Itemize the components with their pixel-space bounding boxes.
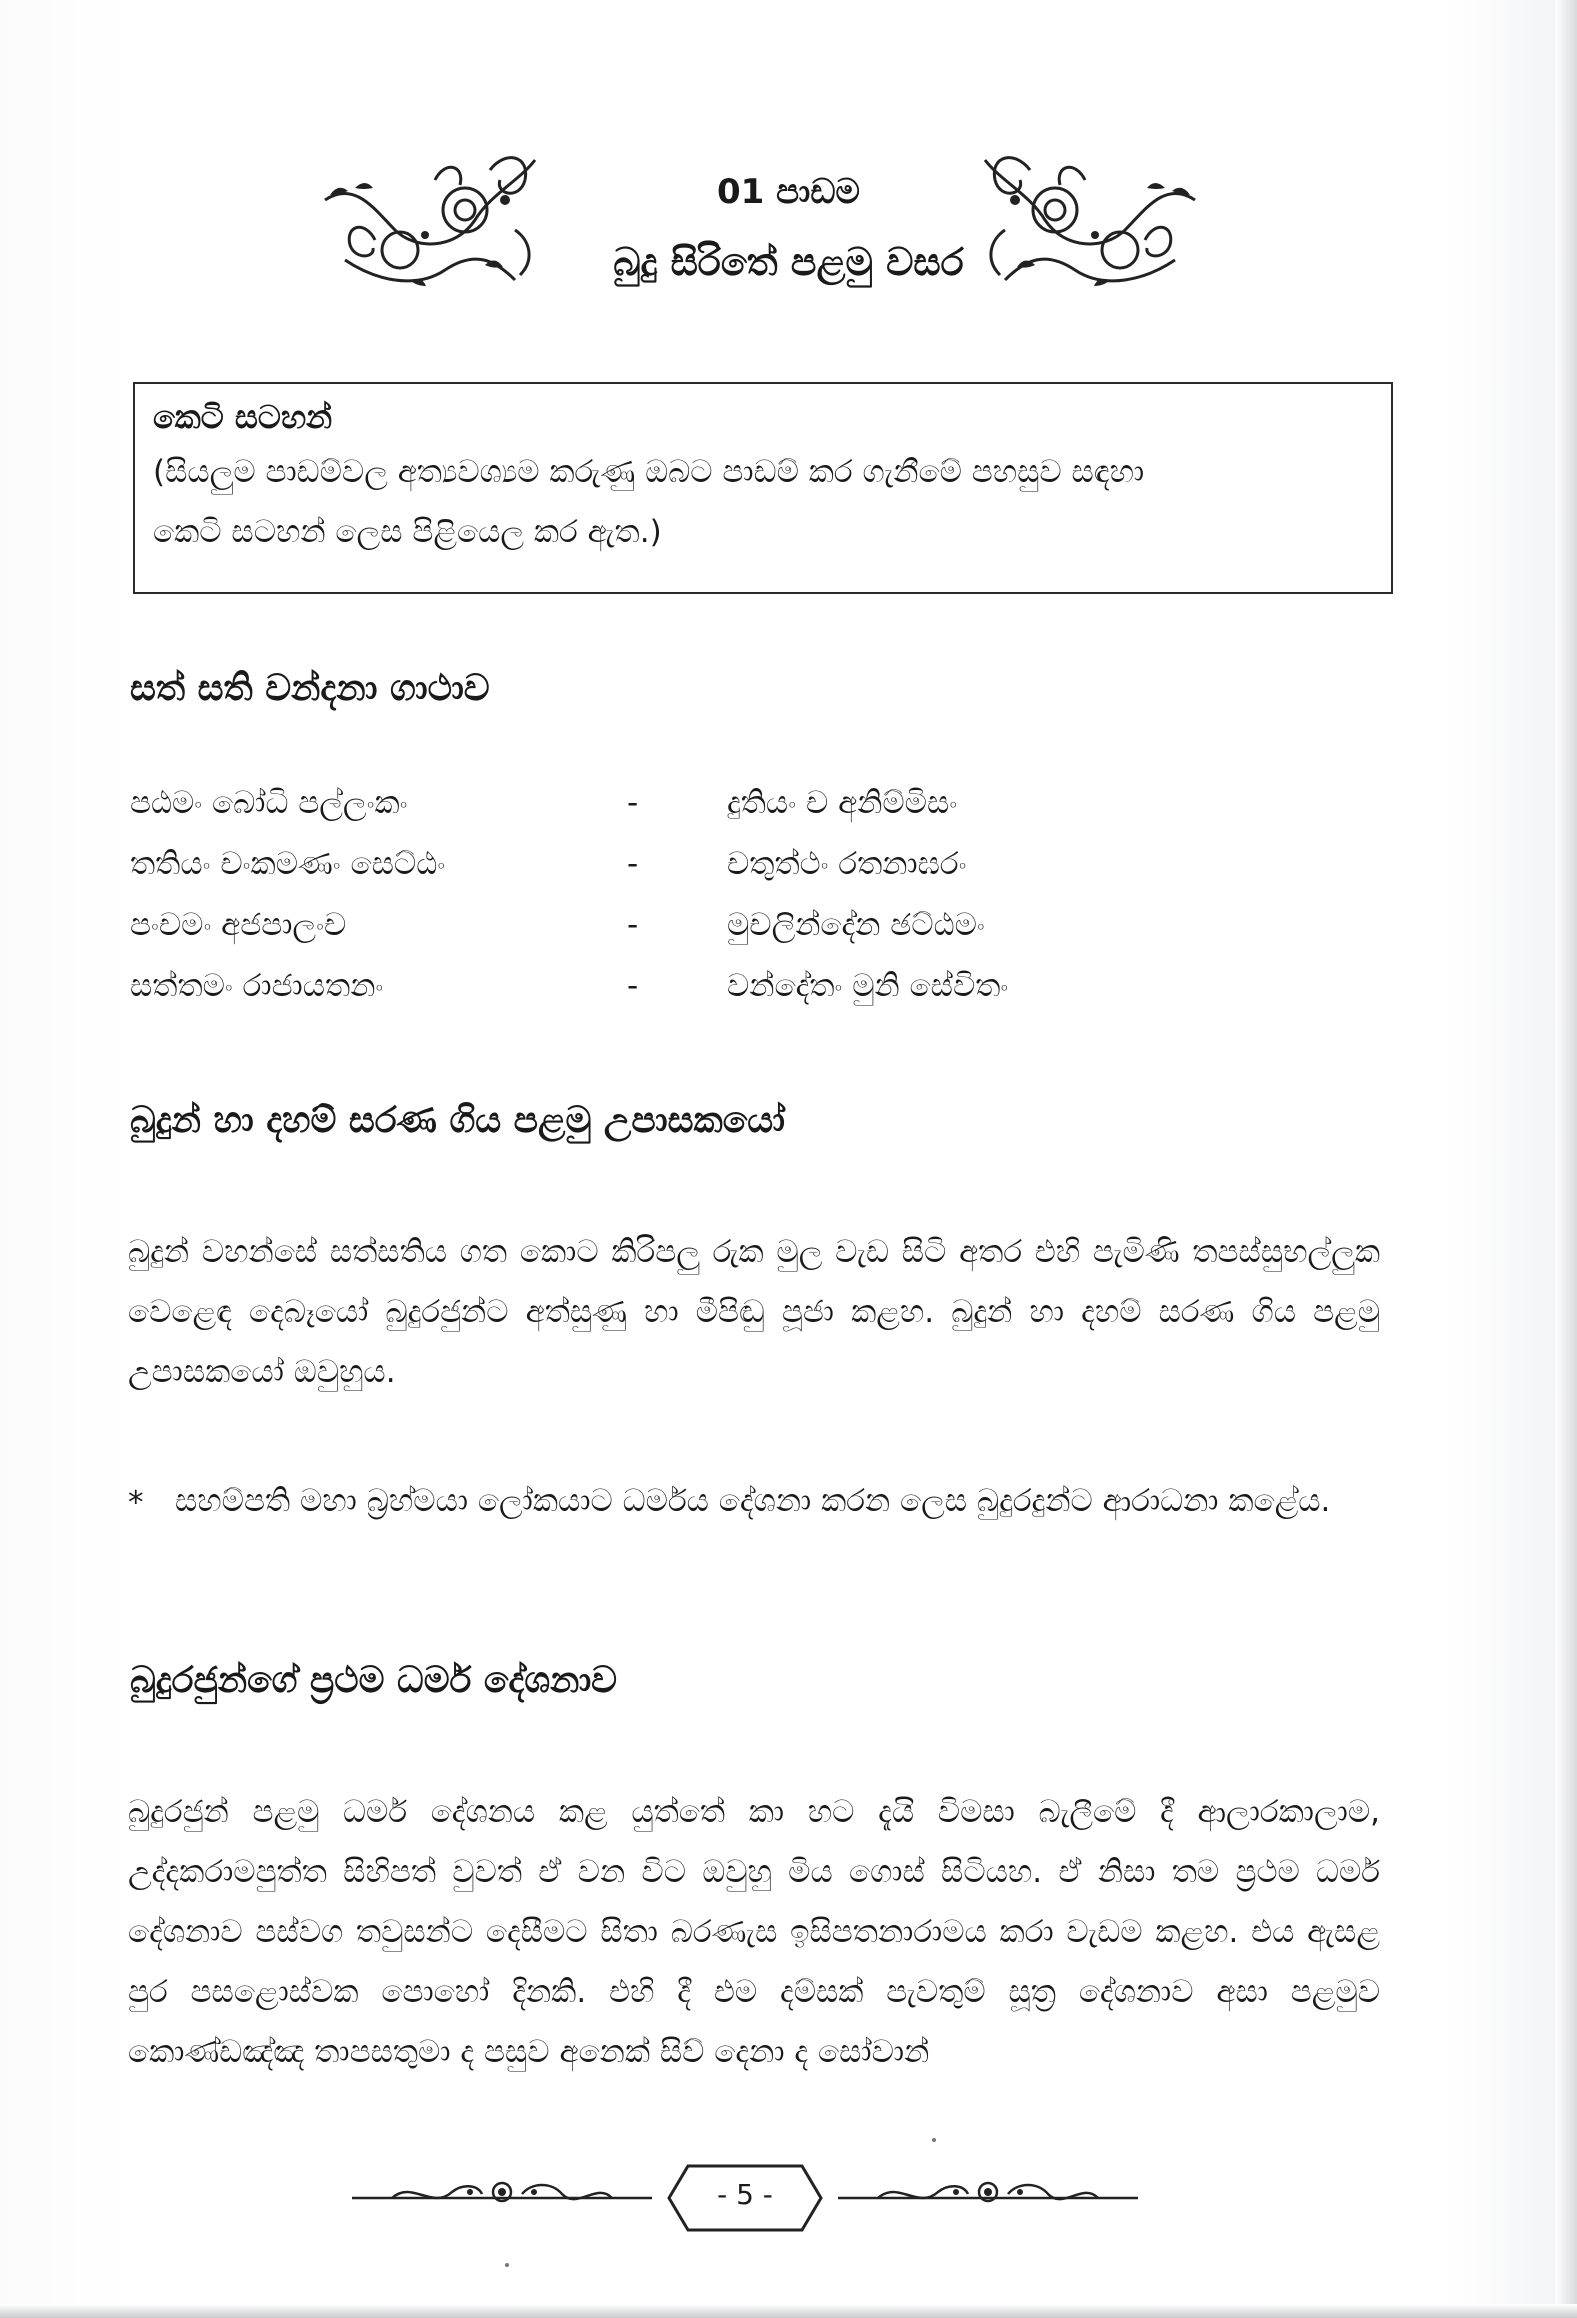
gatha-right: චතුත්ථං රතනාඝරං xyxy=(727,846,967,882)
gatha-left: සත්තමං රාජායතනං xyxy=(130,968,384,1004)
bullet-star-icon: * xyxy=(128,1485,144,1521)
gatha-separator: - xyxy=(627,968,639,1004)
gatha-row xyxy=(130,785,1430,846)
gatha-separator: - xyxy=(627,785,639,821)
paragraph-first-lay-disciples: බුදුන් වහන්සේ සත්සතිය ගත කොට කිරිපලු රුක මුල වැඩ සිටි අතර එහි පැමිණි තපස්සුභල්ලුක වෙළෙඳ දෙබෑයෝ බුදුරජුන්ට අත්සුණු හා මීපිඬු පූජා කළහ. බුදුන් හා දහම් සරණ ගිය පළමු උපාසකයෝ ඔවුහුය. xyxy=(128,1234,1380,1390)
page-number: - 5 - xyxy=(717,2178,773,2211)
gatha-left: පඨමං බෝධි පල්ලංකං xyxy=(130,785,408,821)
gatha-separator: - xyxy=(627,846,639,882)
gatha-row xyxy=(130,846,1430,907)
note-line-2: කෙටි සටහන් ලෙස පිළියෙල කර ඇත.) xyxy=(153,514,662,550)
footer-ornament-left-icon xyxy=(352,2170,652,2220)
section-heading-gatha: සත් සති වන්දනා ගාථාව xyxy=(130,668,490,709)
gatha-left: තතියං චංකමණං සෙට්ඨං xyxy=(130,846,446,882)
gatha-left: පංචමං අජපාලංච xyxy=(130,907,347,943)
bullet-item xyxy=(128,1473,1380,1529)
gatha-right: වන්දේතං මුනි සේවිතං xyxy=(727,968,1009,1004)
note-line-1: (සියලුම පාඩම්වල අත්‍යවශ්‍යම කරුණු ඔබට පාඩම් කර ගැනීමේ පහසුව සඳහා xyxy=(153,454,1145,490)
lesson-title: බුදු සිරිතේ පළමු වසර xyxy=(613,240,964,284)
section-heading-first-lay-disciples: බුදුන් හා දහම් සරණ ගිය පළමු උපාසකයෝ xyxy=(130,1100,785,1141)
gatha-table xyxy=(130,785,1430,1029)
summary-note-box xyxy=(133,382,1393,594)
gatha-row xyxy=(130,968,1430,1029)
section-heading-first-sermon: බුදුරජුන්ගේ ප්‍රථම ධර්ම දේශනාව xyxy=(130,1660,618,1701)
footer-ornament-right-icon xyxy=(838,2170,1138,2220)
gatha-right: දුතියං ච අනිම්මිසං xyxy=(727,785,958,821)
page-edge-shadow-bottom xyxy=(0,2304,1577,2318)
gatha-separator: - xyxy=(627,907,639,943)
scan-speck xyxy=(932,2138,936,2142)
gatha-right: මුචලින්දේන ඡට්ඨමං xyxy=(727,907,985,943)
bullet-text: සහම්පති මහා බ්‍රහ්මයා ලෝකයාට ධර්මය දේශනා කරන ලෙස බුදුරදුන්ට ආරාධනා කළේය. xyxy=(175,1483,1331,1519)
paragraph-first-sermon: බුදුරජුන් පළමු ධර්ම දේශනය කළ යුත්තේ කා හට දැයි විමසා බැලීමේ දී ආලාරකාලාම, උද්දකරාමපුත්ත සිහිපත් වුවත් ඒ වන විට ඔවුහු මිය ගොස් සිටියහ. ඒ නිසා තම ප්‍රථම ධර්ම දේශනාව පස්වග තවුසන්ට දෙසීමට සිතා බරණැස ඉසිපතනාරාමය කරා වැඩම කළහ. එය ඇසළ පුර පසළොස්වක පොහෝ දිනකි. එහි දී එම දම්සක් පැවතුම් සූත්‍ර දේශනාව අසා පළමුව කොණ්ඩඤ්ඤ තාපසතුමා ද පසුව අනෙක් සිව් දෙනා ද සෝවාන් xyxy=(128,1794,1380,2070)
page-edge-shadow-right xyxy=(1555,0,1577,2318)
scan-speck xyxy=(505,2263,509,2267)
gatha-row xyxy=(130,907,1430,968)
note-title: කෙටි සටහන් xyxy=(153,398,333,436)
lesson-number: 01 පාඩම xyxy=(717,172,860,212)
